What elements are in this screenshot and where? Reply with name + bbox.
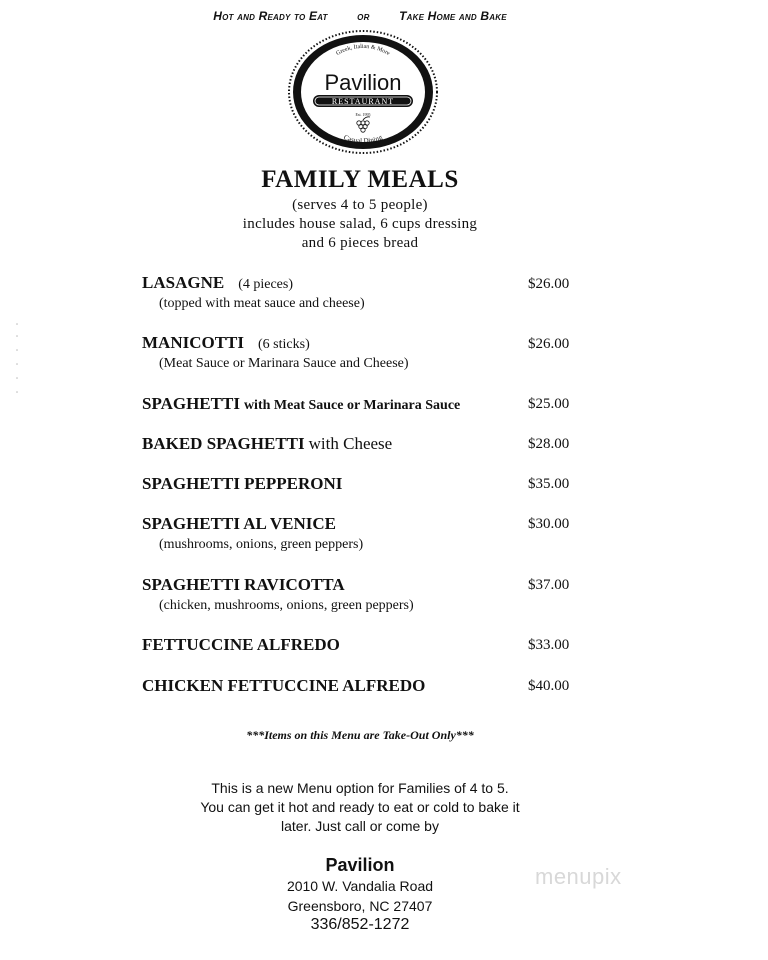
item-name: FETTUCCINE ALFREDO (142, 635, 340, 654)
item-name: SPAGHETTI PEPPERONI (142, 474, 343, 493)
item-price: $35.00 (528, 476, 570, 492)
item-price: $26.00 (528, 276, 570, 292)
logo-sub: RESTAURANT (331, 97, 395, 106)
take-out-note: ***Items on this Menu are Take-Out Only*** (246, 728, 474, 742)
info-line-3: later. Just call or come by (281, 818, 439, 834)
item-extra: with Meat Sauce or Marinara Sauce (243, 398, 461, 413)
tagline-or: or (357, 9, 370, 23)
address-name: Pavilion (325, 855, 395, 875)
restaurant-logo (287, 30, 439, 154)
address-phone: 336/852-1272 (310, 916, 410, 933)
item-desc: (chicken, mushrooms, onions, green peppers) (159, 598, 414, 613)
subtitle-line-3: and 6 pieces bread (301, 235, 419, 251)
item-name: CHICKEN FETTUCCINE ALFREDO (142, 676, 426, 695)
item-price: $25.00 (528, 396, 570, 412)
logo-est: Est. 1995 (355, 112, 371, 117)
menu-item-chicken-fettuccine-alfredo (142, 676, 582, 696)
item-extra: with Cheese (308, 434, 393, 453)
menu-item-fettuccine-alfredo (142, 635, 582, 655)
menu-item-spaghetti-ravicotta (142, 575, 582, 614)
item-desc: (Meat Sauce or Marinara Sauce and Cheese) (159, 356, 409, 371)
item-name: SPAGHETTI AL VENICE (142, 514, 336, 533)
address-city: Greensboro, NC 27407 (287, 898, 433, 914)
watermark: menupix (535, 864, 622, 889)
item-price: $33.00 (528, 637, 570, 653)
menu-item-spaghetti-pepperoni (142, 474, 582, 494)
menu-item-lasagne (142, 273, 582, 312)
item-price: $37.00 (528, 577, 570, 593)
item-price: $28.00 (528, 436, 570, 452)
subtitle-line-1: (serves 4 to 5 people) (292, 197, 428, 213)
tagline-left: Hot and Ready to Eat (213, 9, 328, 23)
info-line-1: This is a new Menu option for Families of 4 to 5. (211, 780, 509, 796)
tagline-right: Take Home and Bake (399, 9, 507, 23)
menu-item-spaghetti-al-venice (142, 514, 582, 553)
menu-item-manicotti (142, 333, 582, 372)
item-desc: (mushrooms, onions, green peppers) (159, 537, 364, 552)
scan-artifact (14, 320, 20, 420)
item-name: BAKED SPAGHETTI (142, 434, 305, 453)
item-price: $26.00 (528, 336, 570, 352)
logo-bottom-text: Casual Dining (342, 133, 384, 146)
address-street: 2010 W. Vandalia Road (286, 878, 434, 894)
item-desc: (topped with meat sauce and cheese) (159, 296, 365, 311)
tagline (0, 9, 720, 23)
item-name: SPAGHETTI RAVICOTTA (142, 575, 345, 594)
item-extra: (6 sticks) (258, 337, 310, 352)
item-price: $40.00 (528, 678, 570, 694)
menu-item-spaghetti (142, 394, 582, 414)
page-title: FAMILY MEALS (261, 166, 459, 193)
item-name: SPAGHETTI (142, 394, 240, 413)
item-name: LASAGNE (142, 273, 225, 292)
info-text (0, 779, 720, 836)
item-extra: (4 pieces) (238, 277, 293, 292)
subtitle-line-2: includes house salad, 6 cups dressing (242, 216, 478, 232)
menu-item-baked-spaghetti (142, 434, 582, 454)
item-price: $30.00 (528, 516, 570, 532)
info-line-2: You can get it hot and ready to eat or cold to bake it (200, 799, 520, 815)
item-name: MANICOTTI (142, 333, 245, 352)
logo-name: Pavilion (324, 70, 402, 95)
logo-top-text: Greek, Italian & More (335, 43, 391, 58)
